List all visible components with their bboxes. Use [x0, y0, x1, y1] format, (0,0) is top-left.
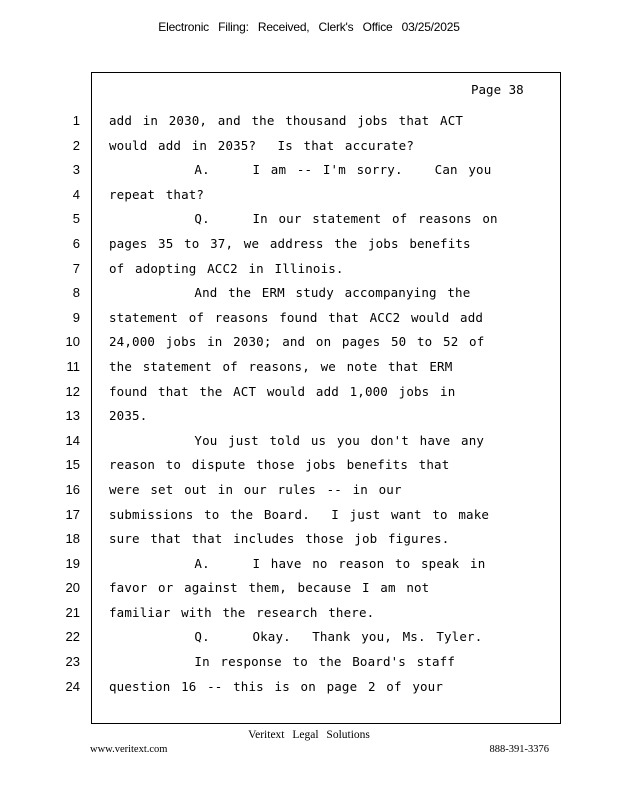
transcript-line: [0, 110, 618, 135]
transcript-line: [0, 553, 618, 578]
line-number: 5: [72, 211, 80, 227]
line-text: Q. In our statement of reasons on: [109, 211, 498, 227]
line-number: 9: [72, 309, 80, 325]
transcript-line: [0, 356, 618, 381]
line-number: 3: [72, 162, 80, 178]
line-text: A. I have no reason to speak in: [109, 555, 486, 571]
line-number: 12: [65, 383, 80, 399]
line-text: 2035.: [109, 408, 148, 424]
line-text: You just told us you don't have any: [109, 432, 485, 448]
footer-phone: 888-391-3376: [489, 744, 549, 755]
line-number: 18: [65, 531, 80, 547]
line-number: 15: [65, 457, 80, 473]
footer-company-name: Veritext Legal Solutions: [248, 729, 370, 741]
line-text: A. I am -- I'm sorry. Can you: [109, 162, 492, 178]
transcript-line: [0, 381, 618, 406]
line-number: 7: [72, 260, 80, 276]
transcript-line: [0, 307, 618, 332]
transcript-line: [0, 454, 618, 479]
line-text: repeat that?: [109, 186, 205, 202]
transcript-line: [0, 676, 618, 701]
transcript-line: [0, 208, 618, 233]
line-number: 20: [65, 580, 80, 596]
transcript-line: [0, 233, 618, 258]
line-number: 1: [72, 113, 80, 128]
line-text: the statement of reasons, we note that ERM: [109, 358, 453, 374]
line-text: statement of reasons found that ACC2 would add: [109, 309, 484, 325]
line-number: 6: [72, 235, 80, 251]
line-text: reason to dispute those jobs benefits that: [109, 457, 450, 473]
page-number: Page 38: [471, 82, 524, 97]
line-text: add in 2030, and the thousand jobs that ACT: [109, 113, 464, 128]
transcript-line: [0, 430, 618, 455]
line-number: 11: [66, 358, 80, 374]
line-text: would add in 2035? Is that accurate?: [109, 137, 414, 153]
line-text: found that the ACT would add 1,000 jobs in: [109, 383, 456, 399]
transcript-line: [0, 577, 618, 602]
transcript-line: [0, 651, 618, 676]
line-number: 4: [72, 186, 80, 202]
line-number: 2: [72, 137, 80, 153]
transcript-line: [0, 504, 618, 529]
line-text: And the ERM study accompanying the: [109, 285, 471, 301]
transcript-line: [0, 159, 618, 184]
transcript-line: [0, 282, 618, 307]
line-text: submissions to the Board. I just want to make: [109, 506, 490, 522]
line-text: pages 35 to 37, we address the jobs benefits: [109, 235, 471, 251]
line-text: 24,000 jobs in 2030; and on pages 50 to 52 of: [109, 334, 485, 350]
transcript-line: [0, 602, 618, 627]
footer-website: www.veritext.com: [90, 744, 168, 755]
line-number: 16: [65, 481, 80, 497]
line-number: 22: [65, 629, 80, 645]
line-number: 13: [65, 408, 80, 424]
line-number: 21: [65, 604, 80, 620]
line-number: 17: [65, 506, 80, 522]
line-number: 23: [65, 654, 80, 670]
transcript-line: [0, 528, 618, 553]
line-text: sure that that includes those job figures.: [109, 531, 450, 547]
line-number: 8: [72, 285, 80, 301]
transcript-line: [0, 405, 618, 430]
line-text: were set out in our rules -- in our: [109, 481, 402, 497]
line-number: 10: [65, 334, 80, 350]
transcript-line: [0, 331, 618, 356]
line-text: familiar with the research there.: [109, 604, 375, 620]
line-text: of adopting ACC2 in Illinois.: [109, 260, 344, 276]
transcript-body: [0, 110, 618, 700]
transcript-line: [0, 626, 618, 651]
line-text: question 16 -- this is on page 2 of your: [109, 678, 444, 694]
transcript-line: [0, 184, 618, 209]
filing-stamp-header: Electronic Filing: Received, Clerk's Office 03/25/2025: [158, 20, 460, 34]
line-number: 24: [65, 678, 80, 694]
line-text: In response to the Board's staff: [109, 654, 456, 670]
transcript-line: [0, 479, 618, 504]
line-text: favor or against them, because I am not: [109, 580, 430, 596]
line-number: 19: [65, 555, 80, 571]
line-text: Q. Okay. Thank you, Ms. Tyler.: [109, 629, 483, 645]
line-number: 14: [65, 432, 80, 448]
transcript-line: [0, 135, 618, 160]
transcript-line: [0, 258, 618, 283]
